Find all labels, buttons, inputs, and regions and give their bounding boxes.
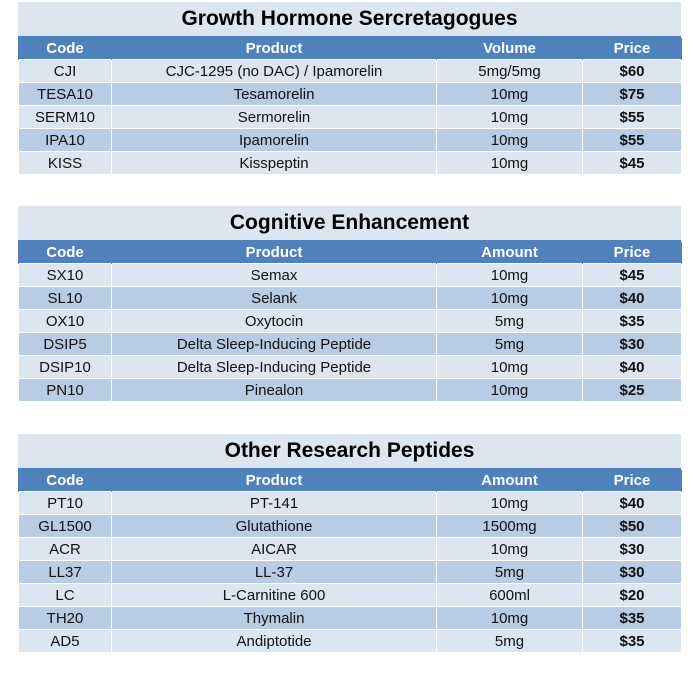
cell-code: LC [19,584,112,607]
table-row [19,60,682,83]
cell-product: LL-37 [112,561,437,584]
cell-amount: 5mg [437,630,583,653]
column-header-product: Product [112,242,437,264]
cell-product: Delta Sleep-Inducing Peptide [112,356,437,379]
cell-product: Selank [112,287,437,310]
price-table [18,470,682,653]
cell-price: $60 [583,60,682,83]
table-header-row [19,38,682,60]
cell-product: Pinealon [112,379,437,402]
cell-code: CJI [19,60,112,83]
cell-amount: 10mg [437,264,583,287]
cell-amount: 10mg [437,607,583,630]
cell-product: Oxytocin [112,310,437,333]
cell-price: $40 [583,287,682,310]
cell-amount: 10mg [437,106,583,129]
price-table [18,38,682,175]
table-row [19,492,682,515]
cell-code: DSIP10 [19,356,112,379]
table-row [19,310,682,333]
section-growth-hormone [18,2,681,175]
cell-price: $45 [583,264,682,287]
cell-price: $25 [583,379,682,402]
table-row [19,356,682,379]
cell-code: GL1500 [19,515,112,538]
column-header-amount: Amount [437,242,583,264]
column-header-price: Price [583,38,682,60]
cell-amount: 1500mg [437,515,583,538]
cell-code: SERM10 [19,106,112,129]
cell-code: TH20 [19,607,112,630]
cell-amount: 5mg [437,310,583,333]
cell-price: $35 [583,310,682,333]
column-header-code: Code [19,470,112,492]
cell-amount: 10mg [437,129,583,152]
table-row [19,129,682,152]
cell-code: TESA10 [19,83,112,106]
cell-amount: 5mg [437,333,583,356]
cell-amount: 10mg [437,492,583,515]
cell-price: $40 [583,492,682,515]
section-cognitive-enhancement [18,206,681,402]
price-table [18,242,682,402]
cell-price: $75 [583,83,682,106]
cell-product: Glutathione [112,515,437,538]
cell-price: $45 [583,152,682,175]
cell-price: $20 [583,584,682,607]
cell-product: L-Carnitine 600 [112,584,437,607]
section-title: Growth Hormone Sercretagogues [18,2,681,38]
cell-product: Semax [112,264,437,287]
column-header-code: Code [19,38,112,60]
table-row [19,152,682,175]
table-row [19,561,682,584]
table-header-row [19,242,682,264]
cell-code: SX10 [19,264,112,287]
column-header-volume: Volume [437,38,583,60]
cell-amount: 10mg [437,152,583,175]
cell-amount: 10mg [437,356,583,379]
cell-amount: 5mg [437,561,583,584]
column-header-amount: Amount [437,470,583,492]
table-row [19,287,682,310]
column-header-price: Price [583,470,682,492]
cell-code: KISS [19,152,112,175]
cell-amount: 10mg [437,83,583,106]
cell-price: $35 [583,607,682,630]
cell-price: $35 [583,630,682,653]
cell-amount: 600ml [437,584,583,607]
cell-product: Kisspeptin [112,152,437,175]
table-header-row [19,470,682,492]
cell-amount: 5mg/5mg [437,60,583,83]
cell-code: ACR [19,538,112,561]
cell-product: Thymalin [112,607,437,630]
table-row [19,584,682,607]
cell-product: AICAR [112,538,437,561]
cell-product: Ipamorelin [112,129,437,152]
table-row [19,333,682,356]
cell-code: IPA10 [19,129,112,152]
column-header-code: Code [19,242,112,264]
column-header-product: Product [112,38,437,60]
cell-price: $40 [583,356,682,379]
cell-price: $55 [583,129,682,152]
cell-code: DSIP5 [19,333,112,356]
cell-amount: 10mg [437,287,583,310]
table-row [19,379,682,402]
cell-price: $30 [583,333,682,356]
table-row [19,515,682,538]
cell-product: PT-141 [112,492,437,515]
cell-code: LL37 [19,561,112,584]
cell-product: Delta Sleep-Inducing Peptide [112,333,437,356]
section-title: Other Research Peptides [18,434,681,470]
cell-code: AD5 [19,630,112,653]
cell-price: $55 [583,106,682,129]
cell-price: $30 [583,561,682,584]
column-header-price: Price [583,242,682,264]
cell-code: SL10 [19,287,112,310]
cell-price: $50 [583,515,682,538]
cell-product: Tesamorelin [112,83,437,106]
table-row [19,630,682,653]
section-other-research-peptides [18,434,681,653]
table-row [19,538,682,561]
cell-code: PT10 [19,492,112,515]
cell-code: OX10 [19,310,112,333]
column-header-product: Product [112,470,437,492]
table-row [19,106,682,129]
section-title: Cognitive Enhancement [18,206,681,242]
cell-amount: 10mg [437,379,583,402]
cell-product: Sermorelin [112,106,437,129]
cell-product: Andiptotide [112,630,437,653]
cell-product: CJC-1295 (no DAC) / Ipamorelin [112,60,437,83]
cell-price: $30 [583,538,682,561]
table-row [19,83,682,106]
cell-code: PN10 [19,379,112,402]
cell-amount: 10mg [437,538,583,561]
table-row [19,264,682,287]
table-row [19,607,682,630]
